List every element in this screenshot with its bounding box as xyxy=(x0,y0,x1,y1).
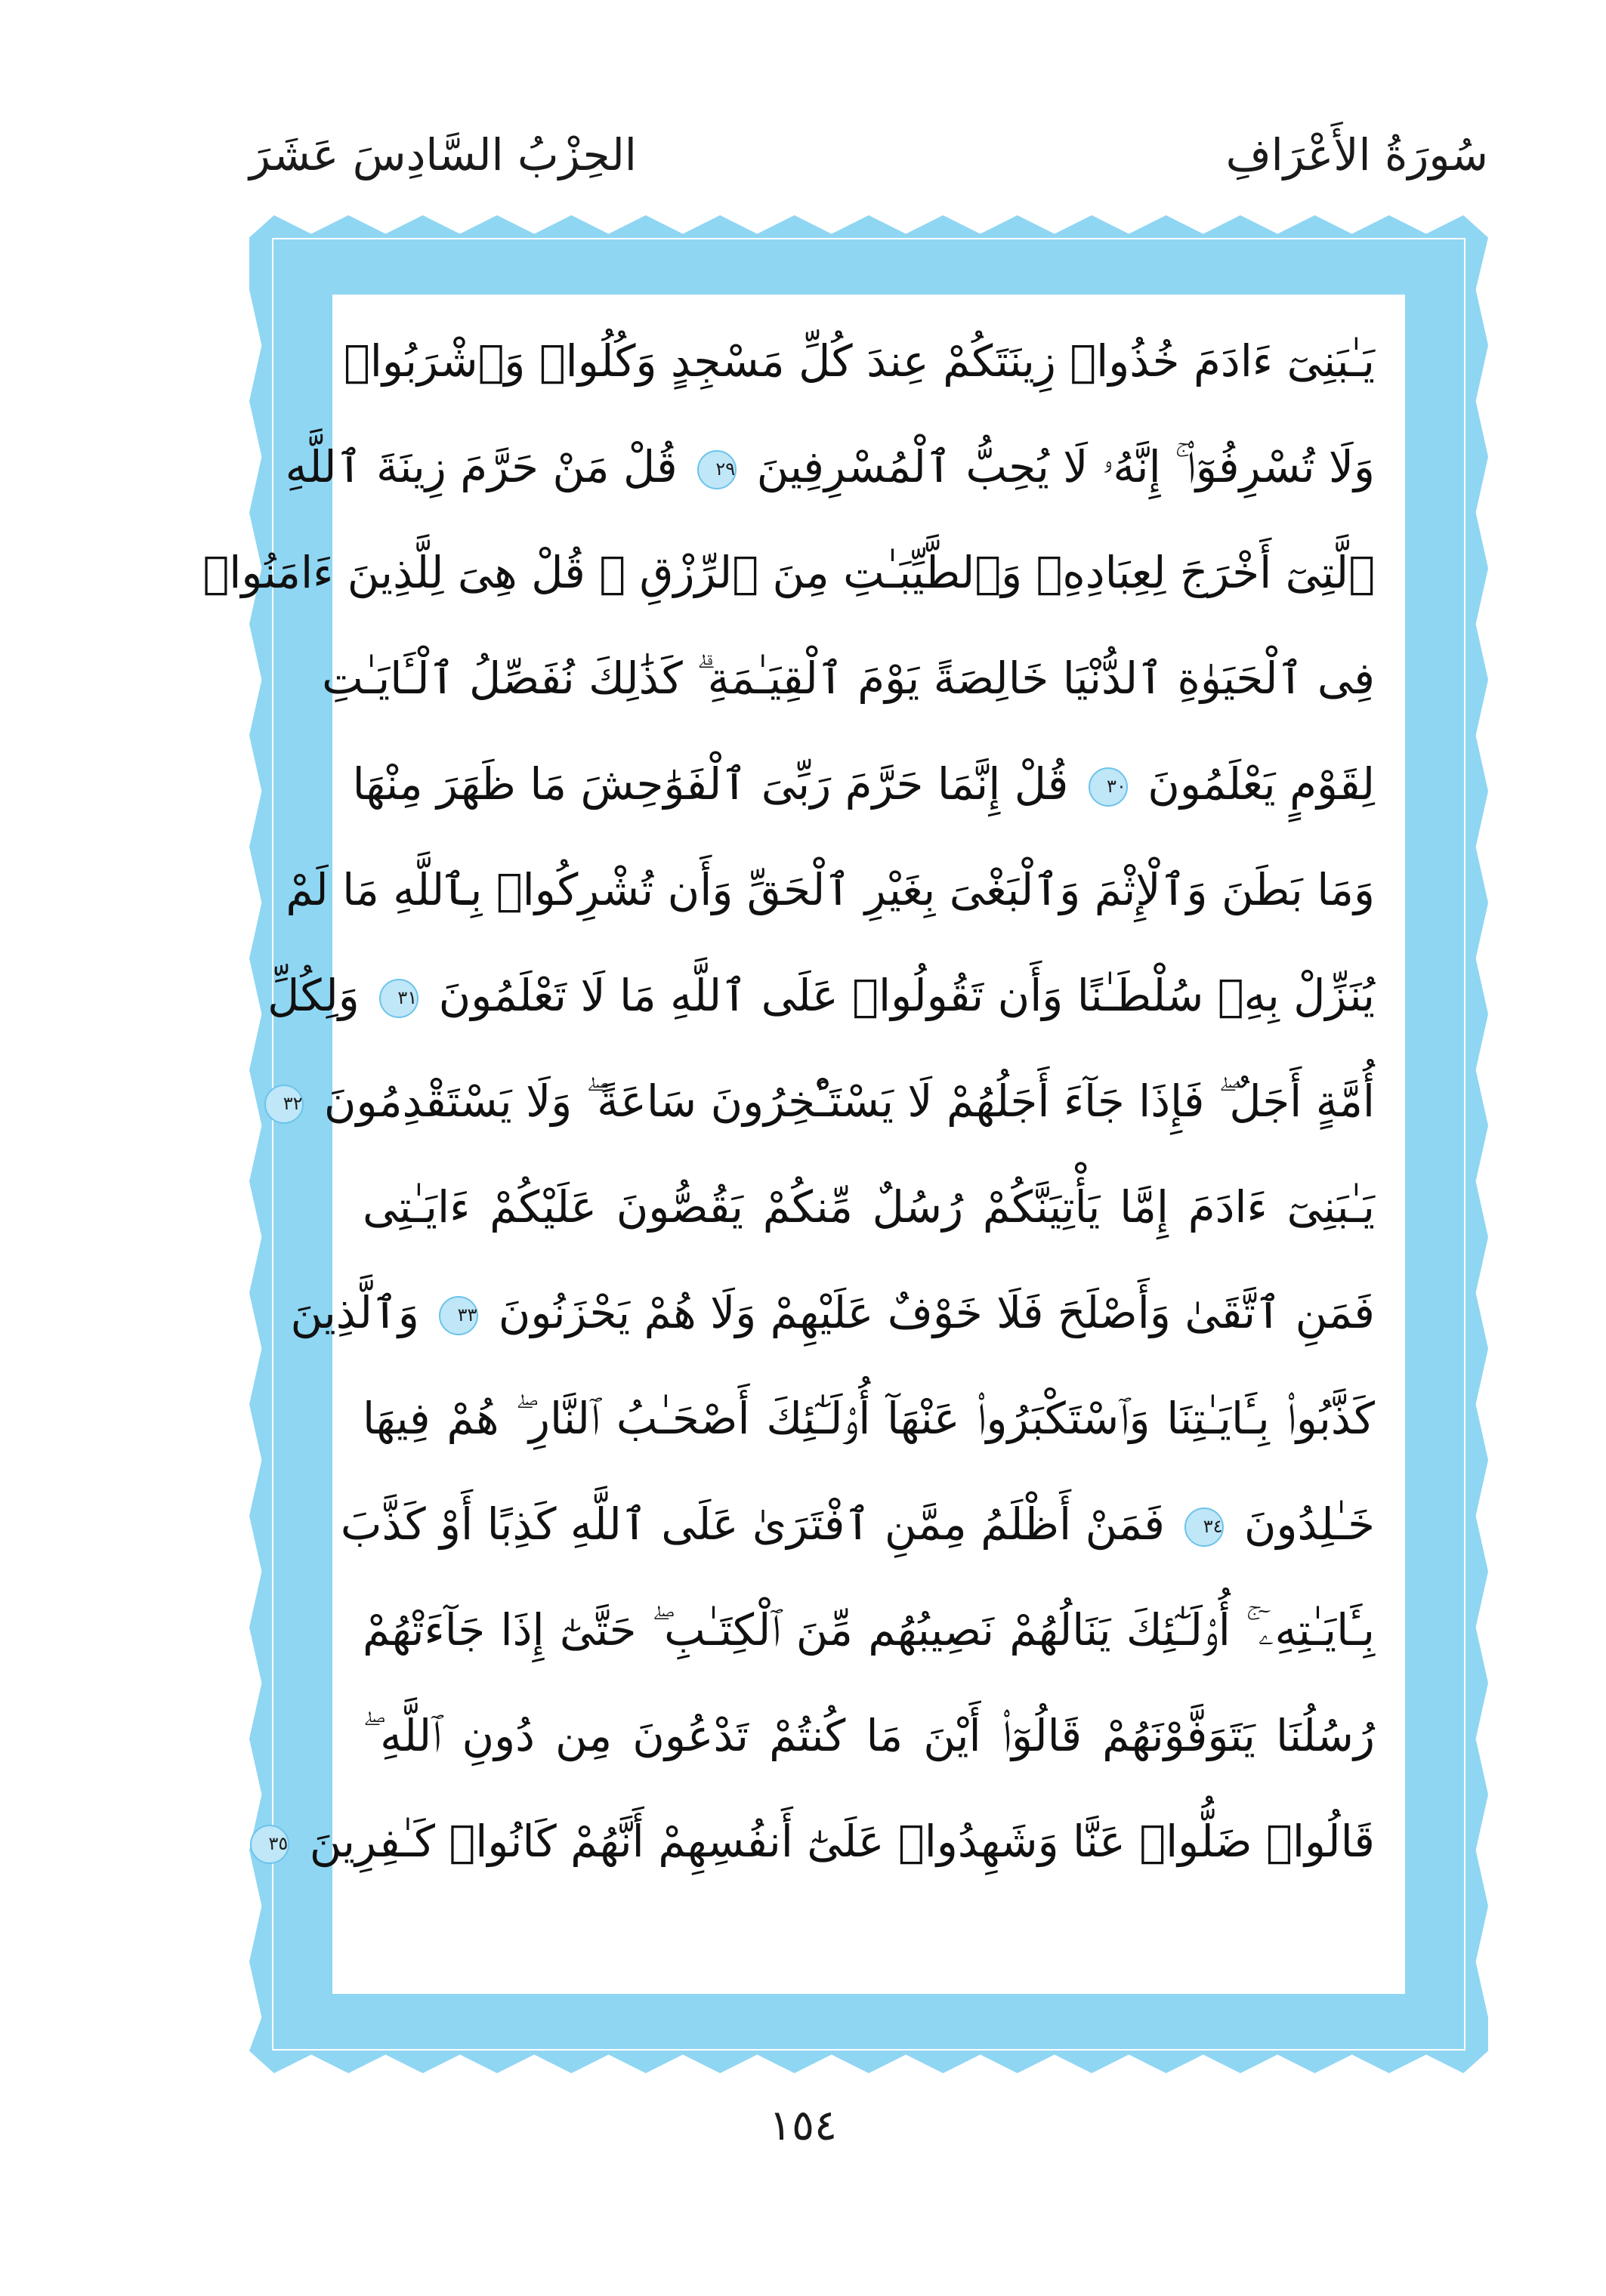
verse-text: ٱلَّتِىٓ أَخْرَجَ لِعِبَادِهِۦ وَٱلطَّيِّبَـٰتِ مِنَ ٱلرِّزْقِ ۚ قُلْ هِىَ لِلَّذِينَ ءَامَنُوا۟ xyxy=(202,547,1375,598)
verse-line xyxy=(363,1577,1375,1683)
verse-line xyxy=(363,1154,1375,1260)
verse-line xyxy=(286,837,1375,943)
verse-text: بِـَٔايَـٰتِهِۦٓ ۚ أُو۟لَـٰٓئِكَ يَنَالُهُمْ نَصِيبُهُم مِّنَ ٱلْكِتَـٰبِ ۖ حَتَّىٰٓ إِذَا جَآءَتْهُمْ xyxy=(363,1604,1375,1656)
verse-line xyxy=(343,308,1375,414)
verse-line xyxy=(363,1366,1375,1471)
verse-text: أُمَّةٍ أَجَلٌ ۖ فَإِذَا جَآءَ أَجَلُهُمْ لَا يَسْتَـْٔخِرُونَ سَاعَةً ۖ وَلَا يَسْتَقْدِمُونَ xyxy=(323,1075,1375,1127)
verse-text: وَمَا بَطَنَ وَٱلْإِثْمَ وَٱلْبَغْىَ بِغَيْرِ ٱلْحَقِّ وَأَن تُشْرِكُوا۟ بِٱللَّهِ مَا لَمْ xyxy=(286,864,1375,915)
verse-line xyxy=(202,520,1375,625)
ayah-number-marker: ٣٠ xyxy=(1089,767,1128,807)
page-header xyxy=(249,113,1488,196)
ayah-number-marker: ٣٢ xyxy=(264,1085,304,1124)
verse-line xyxy=(268,1788,1375,1894)
quran-text-panel xyxy=(202,295,1405,1994)
verse-text: يَـٰبَنِىٓ ءَادَمَ إِمَّا يَأْتِيَنَّكُمْ رُسُلٌ مِّنكُمْ يَقُصُّونَ عَلَيْكُمْ ءَايَـٰتِى xyxy=(363,1181,1375,1233)
verse-text: قُلْ إِنَّمَا حَرَّمَ رَبِّىَ ٱلْفَوَٰحِشَ مَا ظَهَرَ مِنْهَا xyxy=(352,758,1069,810)
verse-text: رُسُلُنَا يَتَوَفَّوْنَهُمْ قَالُوٓا۟ أَيْنَ مَا كُنتُمْ تَدْعُونَ مِن دُونِ ٱللَّهِ ۖ xyxy=(363,1710,1375,1761)
verse-text: وَلَا تُسْرِفُوٓا۟ ۚ إِنَّهُۥ لَا يُحِبُّ ٱلْمُسْرِفِينَ xyxy=(756,441,1375,492)
verse-text: قُلْ مَنْ حَرَّمَ زِينَةَ ٱللَّهِ xyxy=(285,441,678,492)
hizb-label: الحِزْبُ السَّادِسَ عَشَرَ xyxy=(249,129,637,181)
ayah-number-marker: ٢٩ xyxy=(697,450,737,489)
verse-text: وَٱلَّذِينَ xyxy=(290,1287,419,1338)
verse-text: يُنَزِّلْ بِهِۦ سُلْطَـٰنًا وَأَن تَقُولُوا۟ عَلَى ٱللَّهِ مَا لَا تَعْلَمُونَ xyxy=(438,970,1375,1021)
surah-name: سُورَةُ الأَعْرَافِ xyxy=(1225,129,1488,181)
verse-line xyxy=(340,1471,1375,1577)
verse-text: فِى ٱلْحَيَوٰةِ ٱلدُّنْيَا خَالِصَةً يَوْمَ ٱلْقِيَـٰمَةِ ۗ كَذَٰلِكَ نُفَصِّلُ ٱلْـَٔايَـٰتِ xyxy=(322,653,1375,704)
verse-text: لِقَوْمٍ يَعْلَمُونَ xyxy=(1147,758,1375,810)
verse-text: وَلِكُلِّ xyxy=(267,970,360,1021)
ayah-number-marker: ٣٣ xyxy=(439,1296,478,1335)
verse-line xyxy=(363,1683,1375,1788)
verse-line xyxy=(352,731,1375,837)
ayah-number-marker: ٣٤ xyxy=(1184,1508,1224,1547)
verse-line xyxy=(322,625,1375,731)
verse-text: فَمَنْ أَظْلَمُ مِمَّنِ ٱفْتَرَىٰ عَلَى ٱللَّهِ كَذِبًا أَوْ كَذَّبَ xyxy=(340,1498,1166,1550)
verse-text: خَـٰلِدُونَ xyxy=(1243,1498,1375,1550)
verse-text: فَمَنِ ٱتَّقَىٰ وَأَصْلَحَ فَلَا خَوْفٌ عَلَيْهِمْ وَلَا هُمْ يَحْزَنُونَ xyxy=(498,1287,1375,1338)
verse-text: قَالُوا۟ ضَلُّوا۟ عَنَّا وَشَهِدُوا۟ عَلَىٰٓ أَنفُسِهِمْ أَنَّهُمْ كَانُوا۟ كَـٰفِرِينَ xyxy=(309,1816,1375,1867)
verse-text: يَـٰبَنِىٓ ءَادَمَ خُذُوا۟ زِينَتَكُمْ عِندَ كُلِّ مَسْجِدٍ وَكُلُوا۟ وَٱشْرَبُوا۟ xyxy=(343,335,1375,387)
page-number: ١٥٤ xyxy=(768,2101,838,2150)
verse-line xyxy=(290,1260,1375,1366)
ayah-number-marker: ٣١ xyxy=(379,979,418,1018)
ayah-number-marker: ٣٥ xyxy=(250,1825,289,1864)
verse-text: كَذَّبُوا۟ بِـَٔايَـٰتِنَا وَٱسْتَكْبَرُوا۟ عَنْهَآ أُو۟لَـٰٓئِكَ أَصْحَـٰبُ ٱلنَّارِ ۖ هُمْ فِيهَا xyxy=(363,1393,1375,1444)
verse-line xyxy=(267,943,1375,1048)
verse-line xyxy=(285,414,1375,520)
verse-line xyxy=(283,1048,1375,1154)
